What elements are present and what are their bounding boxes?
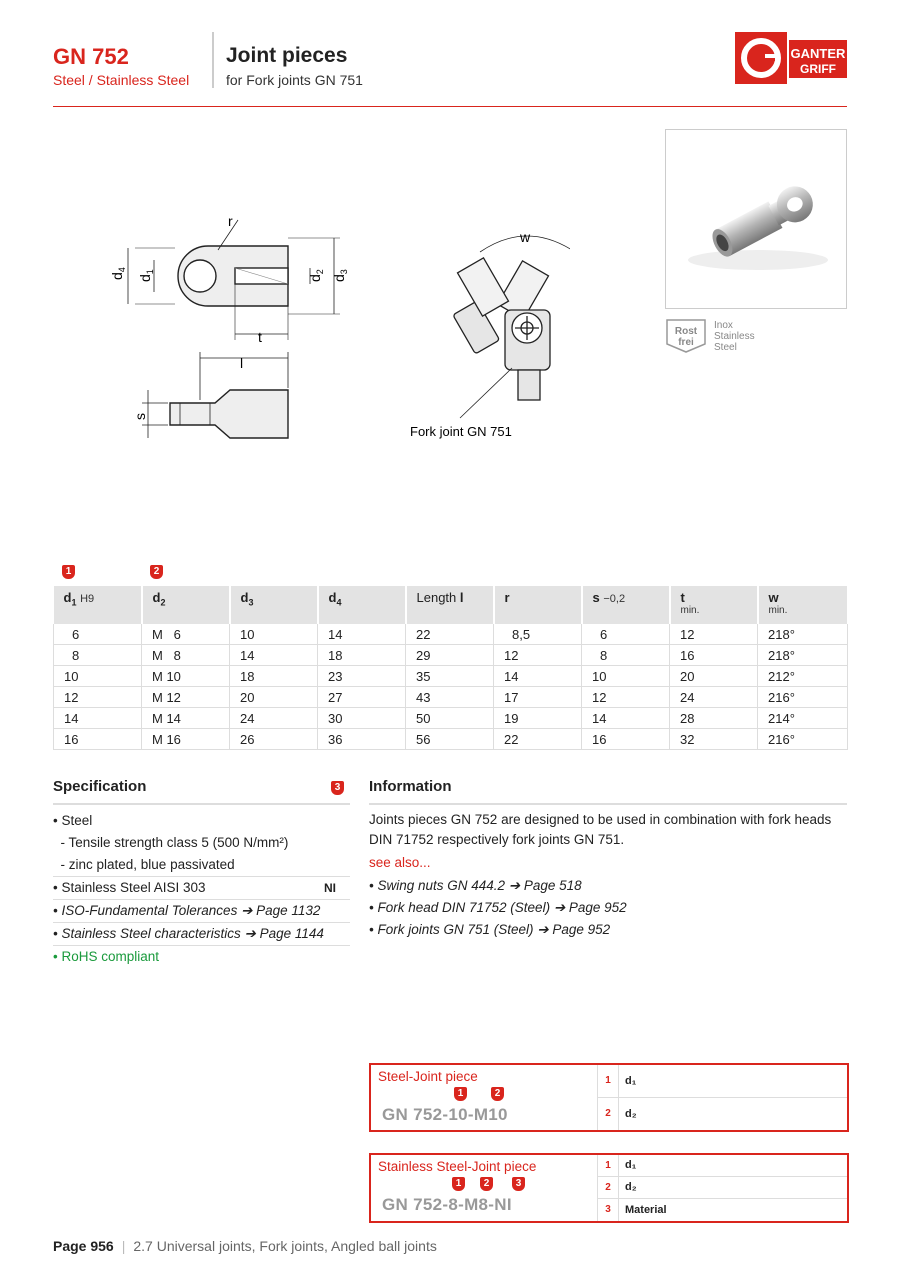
side-view	[170, 390, 288, 438]
table-cell: 26	[230, 729, 318, 750]
table-cell: M 16	[142, 729, 230, 750]
specification-title: Specification	[53, 778, 147, 795]
label-t: t	[258, 329, 262, 345]
table-cell: 50	[406, 708, 494, 729]
table-cell: M 8	[142, 645, 230, 666]
table-cell: 10	[582, 666, 670, 687]
table-cell: 218°	[758, 645, 848, 666]
table-cell: 27	[318, 687, 406, 708]
page-title: Joint pieces	[226, 44, 348, 67]
table-cell: 8,5	[494, 624, 582, 645]
table-cell: 14	[230, 645, 318, 666]
table-cell: 19	[494, 708, 582, 729]
table-cell: 14	[54, 708, 142, 729]
table-cell: M 10	[142, 666, 230, 687]
logo-text-griff: GRIFF	[800, 62, 836, 76]
table-cell: 6	[54, 624, 142, 645]
order-example-label: Stainless Steel-Joint piece	[378, 1159, 537, 1174]
col-header-r: r	[494, 586, 582, 624]
table-cell: 35	[406, 666, 494, 687]
table-cell: 17	[494, 687, 582, 708]
see-also-link[interactable]: • Fork joints GN 751 (Steel) ➔ Page 952	[369, 922, 611, 937]
spec-item: - zinc plated, blue passivated	[53, 854, 350, 877]
table-cell: 8	[54, 645, 142, 666]
table-cell: 212°	[758, 666, 848, 687]
table-marker-2: 2	[150, 565, 163, 579]
table-cell: 10	[54, 666, 142, 687]
col-header-length: Length l	[406, 586, 494, 624]
order-marker-2: 2	[491, 1087, 504, 1101]
order-marker-1: 1	[454, 1087, 467, 1101]
information-title: Information	[369, 778, 452, 795]
rostfrei-badge	[665, 318, 707, 354]
see-also-list	[369, 875, 627, 941]
information-text: Joints pieces GN 752 are designed to be used in combination with fork heads DIN 71752 respectively fork joints GN 751.	[369, 812, 832, 847]
product-material: Steel / Stainless Steel	[53, 72, 190, 88]
joint-piece-image	[666, 130, 846, 308]
logo-text-ganter: GANTER	[790, 46, 846, 61]
table-cell: 22	[406, 624, 494, 645]
table-cell: 32	[670, 729, 758, 750]
table-row	[54, 624, 848, 645]
table-cell: 30	[318, 708, 406, 729]
see-also-label: see also...	[369, 855, 431, 870]
table-cell: 28	[670, 708, 758, 729]
table-cell: 12	[582, 687, 670, 708]
table-cell: 14	[494, 666, 582, 687]
table-header-row	[54, 586, 848, 624]
table-cell: 16	[54, 729, 142, 750]
table-cell: M 6	[142, 624, 230, 645]
table-cell: 18	[230, 666, 318, 687]
material-tag: NI	[324, 881, 336, 895]
header-divider	[212, 32, 214, 88]
table-cell: 16	[670, 645, 758, 666]
table-row	[54, 729, 848, 750]
product-photo	[665, 129, 847, 309]
table-cell: M 12	[142, 687, 230, 708]
col-header-s: s −0,2	[582, 586, 670, 624]
order-marker-2: 2	[480, 1177, 493, 1191]
page-footer: Page 956 | 2.7 Universal joints, Fork joints, Angled ball joints	[53, 1238, 437, 1254]
label-d2: $d_2$	[307, 269, 325, 282]
chapter-title: 2.7 Universal joints, Fork joints, Angled ball joints	[133, 1238, 437, 1254]
table-cell: 218°	[758, 624, 848, 645]
label-d1: $d_1$	[137, 269, 155, 282]
spec-item: • RoHS compliant	[53, 949, 160, 964]
page-number: Page 956	[53, 1238, 114, 1254]
col-header-t: t min.	[670, 586, 758, 624]
table-cell: 23	[318, 666, 406, 687]
table-row	[54, 687, 848, 708]
product-code: GN 752	[53, 44, 129, 69]
col-header-d2: $d_2$	[142, 586, 230, 624]
spec-item: • Steel	[53, 813, 93, 828]
header-rule	[53, 106, 847, 107]
table-cell: M 14	[142, 708, 230, 729]
table-cell: 36	[318, 729, 406, 750]
order-example-stainless: Stainless Steel-Joint piece 1 2 3 GN 752-8-M8-NI 1 d₁ 2 d₂ 3 Material	[369, 1153, 849, 1223]
table-cell: 12	[54, 687, 142, 708]
table-cell: 20	[670, 666, 758, 687]
svg-text:Rost: Rost	[674, 326, 698, 337]
label-s: s	[132, 413, 148, 420]
see-also-link[interactable]: • Fork head DIN 71752 (Steel) ➔ Page 952	[369, 900, 627, 915]
order-marker-3: 3	[512, 1177, 525, 1191]
table-cell: 56	[406, 729, 494, 750]
col-header-w: w min.	[758, 586, 848, 624]
table-cell: 10	[230, 624, 318, 645]
table-cell: 216°	[758, 687, 848, 708]
col-header-d4: $d_4$	[318, 586, 406, 624]
label-d3: $d_3$	[331, 269, 349, 282]
table-cell: 12	[670, 624, 758, 645]
table-cell: 14	[318, 624, 406, 645]
information-rule	[369, 803, 847, 805]
table-cell: 18	[318, 645, 406, 666]
order-example-steel: Steel-Joint piece 1 2 GN 752-10-M10 1 d₁ 2 d₂	[369, 1063, 849, 1132]
table-cell: 8	[582, 645, 670, 666]
see-also-link[interactable]: • Swing nuts GN 444.2 ➔ Page 518	[369, 878, 582, 893]
spec-item[interactable]: • Stainless Steel characteristics ➔ Page 1144	[53, 923, 350, 946]
fork-joint-label: Fork joint GN 751	[410, 424, 512, 439]
table-marker-1: 1	[62, 565, 75, 579]
table-row	[54, 666, 848, 687]
table-cell: 6	[582, 624, 670, 645]
specification-marker: 3	[331, 781, 344, 795]
table-cell: 22	[494, 729, 582, 750]
spec-item[interactable]: • ISO-Fundamental Tolerances ➔ Page 1132	[53, 900, 350, 923]
table-cell: 216°	[758, 729, 848, 750]
stainless-caption: Inox Stainless Steel	[714, 320, 755, 353]
label-w: w	[520, 229, 531, 245]
dimension-table	[53, 586, 849, 750]
table-cell: 20	[230, 687, 318, 708]
page-subtitle: for Fork joints GN 751	[226, 72, 363, 88]
table-cell: 16	[582, 729, 670, 750]
label-l: l	[240, 355, 244, 371]
order-example-label: Steel-Joint piece	[378, 1069, 478, 1084]
technical-drawings	[100, 210, 570, 450]
table-cell: 14	[582, 708, 670, 729]
table-cell: 43	[406, 687, 494, 708]
spec-item: • Stainless Steel AISI 303 NI	[53, 877, 350, 900]
specification-rule	[53, 803, 350, 805]
table-cell: 214°	[758, 708, 848, 729]
label-d4: $d_4$	[109, 267, 127, 280]
table-row	[54, 645, 848, 666]
table-cell: 12	[494, 645, 582, 666]
label-r: r	[228, 213, 233, 229]
ganter-logo	[735, 32, 847, 84]
spec-item: - Tensile strength class 5 (500 N/mm²)	[53, 835, 289, 850]
svg-text:frei: frei	[678, 337, 694, 348]
order-code: GN 752-8-M8-NI	[382, 1195, 512, 1214]
order-marker-1: 1	[452, 1177, 465, 1191]
table-cell: 29	[406, 645, 494, 666]
table-row	[54, 708, 848, 729]
order-code: GN 752-10-M10	[382, 1105, 508, 1124]
col-header-d1: $d_1$ H9	[54, 586, 142, 624]
specification-list	[53, 810, 350, 968]
col-header-d3: $d_3$	[230, 586, 318, 624]
table-cell: 24	[230, 708, 318, 729]
table-cell: 24	[670, 687, 758, 708]
